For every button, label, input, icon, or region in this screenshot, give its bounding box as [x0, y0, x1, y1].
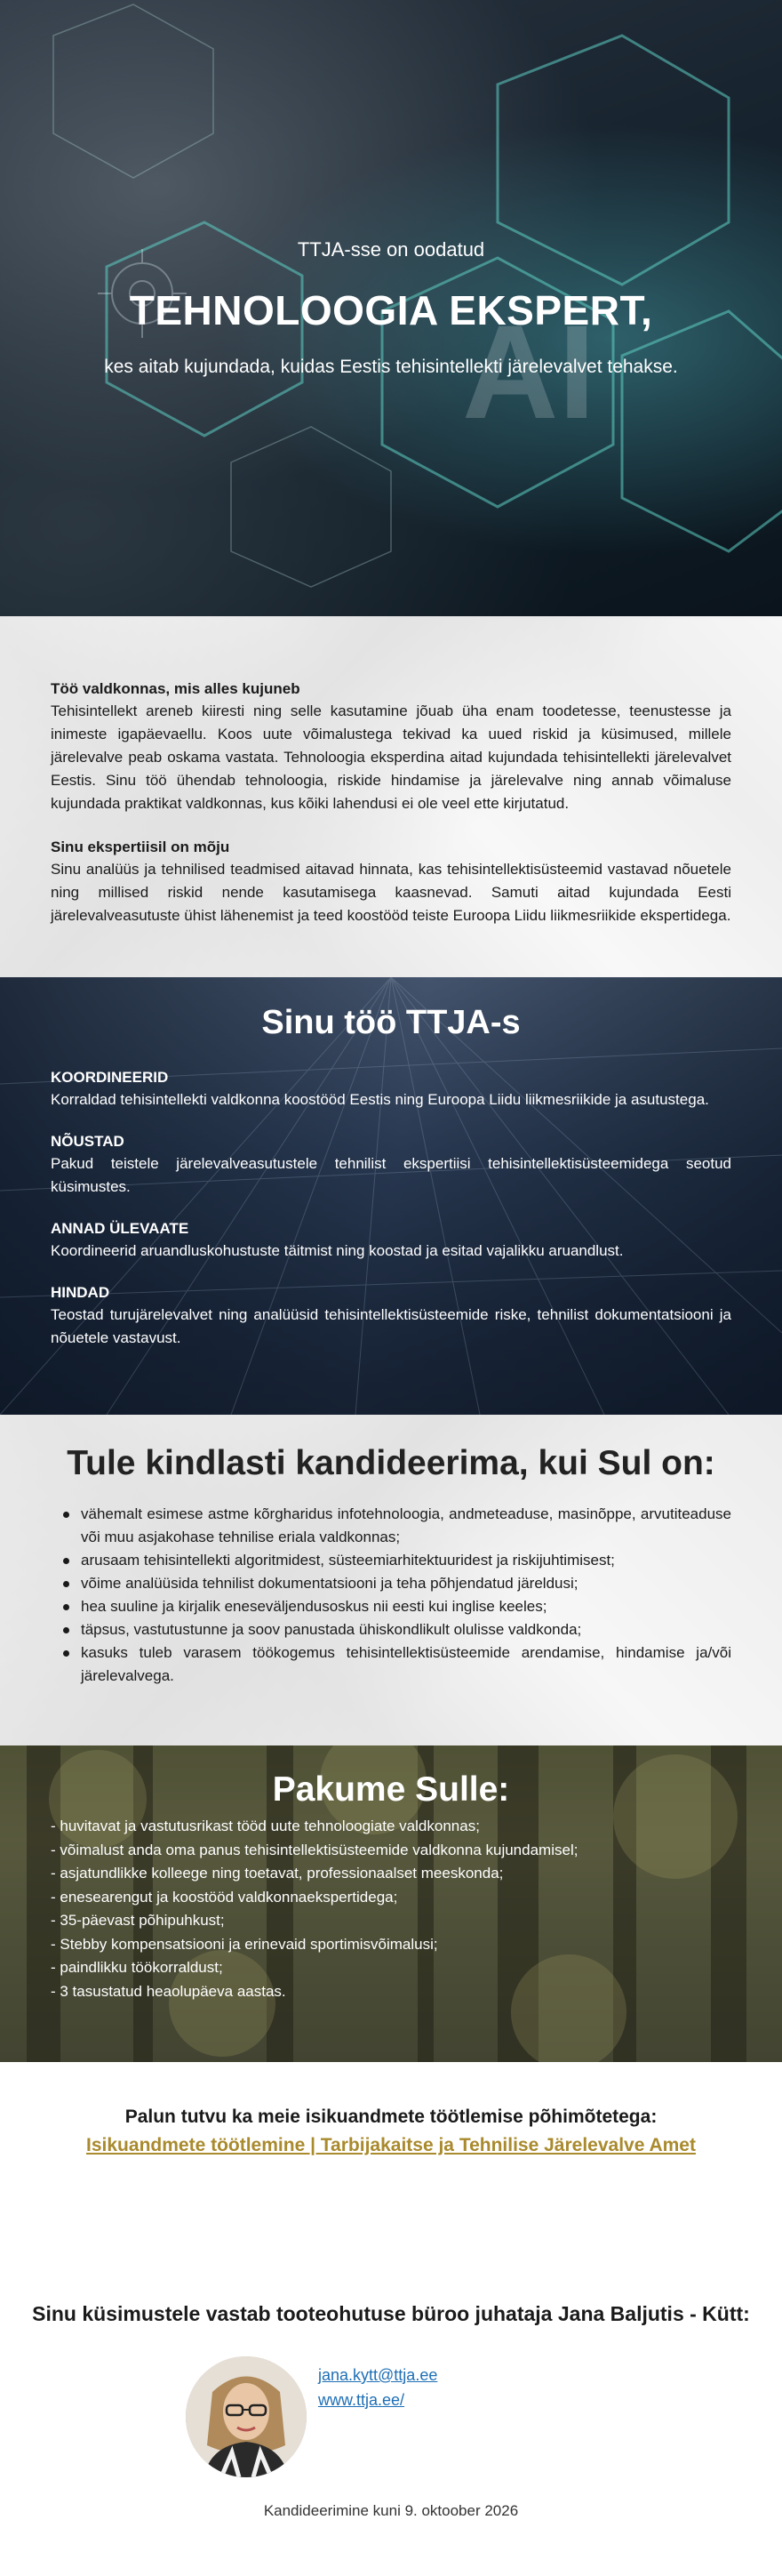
list-item: - enesearengut ja koostööd valdkonnaekspertidega; [51, 1888, 398, 1906]
offer-title: Pakume Sulle: [272, 1770, 510, 1809]
work-item-heading: ANNAD ÜLEVAATE [51, 1220, 189, 1237]
hero-lead: kes aitab kujundada, kuidas Eestis tehisintellekti järelevalvet tehakse. [104, 357, 678, 377]
list-item: - võimalust anda oma panus tehisintellektisüsteemide valdkonna kujundamisel; [51, 1841, 579, 1858]
work-title: Sinu töö TTJA-s [261, 1004, 521, 1041]
intro-text: Tehisintellekt areneb kiiresti ning selle kasutamine jõuab üha enam toodetesse, teenustesse ja inimeste igapäevaellu. Koos uute võimalustega tekivad ka uued riskid ja küsimused, millele järelevalve peab oskama vastata. Tehnoloogia eksperdina aitad kujundada tehisintellekti järelevalvet Eestis. Sinu töö ühendab tehnoloogia, riskide hindamise ja järelevalve ning annab võimaluse kujundada praktikat valdkonnas, kus kõiki lahendusi ei ole veel ette kirjutatud. [51, 702, 731, 812]
email-link[interactable]: jana.kytt@ttja.ee [318, 2366, 438, 2384]
work-item [51, 1284, 731, 1350]
work-item-text: Teostad turujärelevalvet ning analüüsid tehisintellektisüsteemide riske, tehnilist dokumentatsiooni ja nõuetele vastavust. [51, 1306, 731, 1346]
work-item-heading: HINDAD [51, 1284, 110, 1301]
requirements-section [0, 1415, 782, 1745]
list-item: võime analüüsida tehnilist dokumentatsiooni ja teha põhjendatud järeldusi; [63, 1572, 731, 1595]
privacy-section [0, 2062, 782, 2302]
list-item: - asjatundlikke kolleege ning toetavat, professionaalset meeskonda; [51, 1865, 504, 1882]
list-item: - Stebby kompensatsiooni ja erinevaid sportimisvõimalusi; [51, 1935, 438, 1953]
intro-heading: Sinu ekspertiisil on mõju [51, 839, 230, 855]
intro-heading: Töö valdkonnas, mis alles kujuneb [51, 680, 300, 697]
avatar [186, 2356, 307, 2477]
list-item: - 35-päevast põhipuhkust; [51, 1912, 225, 1929]
list-item: hea suuline ja kirjalik eneseväljendusoskus nii eesti kui inglise keeles; [63, 1595, 731, 1618]
intro-text: Sinu analüüs ja tehnilised teadmised aitavad hinnata, kas tehisintellektisüsteemid vastavad nõuetele ning millised riskid nende kasutamisega kaasnevad. Samuti aitad kujundada Eesti järelevalveasutuste ühist lähenemist ja teed koostööd teiste Euroopa Liidu liikmesriikide ekspertidega. [51, 861, 731, 924]
hero-subtitle: TTJA-sse on oodatud [297, 238, 485, 261]
list-item: - huvitavat ja vastutusrikast tööd uute tehnoloogiate valdkonnas; [51, 1818, 480, 1834]
intro-block [51, 680, 731, 815]
work-item-text: Pakud teistele järelevalveasutustele tehnilist ekspertiisi tehisintellektisüsteemidega seotud küsimustes. [51, 1155, 731, 1195]
work-section [0, 977, 782, 1415]
hero-title: TEHNOLOOGIA EKSPERT, [129, 287, 653, 333]
work-item [51, 1133, 731, 1199]
list-item: - 3 tasustatud heaolupäeva aastas. [51, 1982, 286, 2000]
contact-links [318, 2363, 437, 2412]
ai-watermark: AI [462, 297, 595, 446]
work-item [51, 1069, 731, 1111]
work-item-text: Koordineerid aruandluskohustuste täitmist ning koostad ja esitad vajalikku aruandlust. [51, 1242, 624, 1259]
list-item: arusaam tehisintellekti algoritmidest, süsteemiarhitektuuridest ja riskijuhtimisest; [63, 1549, 731, 1572]
offer-section [0, 1745, 782, 2062]
application-deadline: Kandideerimine kuni 9. oktoober 2026 [263, 2502, 519, 2519]
requirements-title: Tule kindlasti kandideerima, kui Sul on: [67, 1444, 715, 1482]
requirements-list [51, 1503, 731, 1688]
list-item: kasuks tuleb varasem töökogemus tehisintellektisüsteemide arendamise, hindamise ja/või järelevalvega. [63, 1641, 731, 1688]
contact-portrait [186, 2356, 307, 2477]
work-item-heading: NÕUSTAD [51, 1133, 124, 1150]
privacy-link[interactable]: Isikuandmete töötlemine | Tarbijakaitse ja Tehnilise Järelevalve Amet [86, 2135, 696, 2155]
contact-heading: Sinu küsimustele vastab tooteohutuse büroo juhataja Jana Baljutis - Kütt: [32, 2302, 750, 2325]
hero-banner [0, 0, 782, 616]
intro-section [0, 616, 782, 977]
website-link[interactable]: www.ttja.ee/ [318, 2391, 405, 2409]
work-item [51, 1220, 731, 1263]
list-item: täpsus, vastutustunne ja soov panustada ühiskondlikult olulisse valdkonda; [63, 1618, 731, 1641]
work-item-heading: KOORDINEERID [51, 1069, 169, 1086]
work-item-text: Korraldad tehisintellekti valdkonna koostööd Eestis ning Euroopa Liidu liikmesriikide ja asutustega. [51, 1091, 709, 1108]
list-item: vähemalt esimese astme kõrgharidus infotehnoloogia, andmeteaduse, masinõppe, arvutiteaduse või muu asjakohase tehnilise eriala valdkonnas; [63, 1503, 731, 1549]
list-item: - paindlikku töökorraldust; [51, 1959, 223, 1976]
contact-section [0, 2302, 782, 2576]
privacy-label: Palun tutvu ka meie isikuandmete töötlemise põhimõtetega: [124, 2107, 658, 2127]
intro-block [51, 839, 731, 927]
